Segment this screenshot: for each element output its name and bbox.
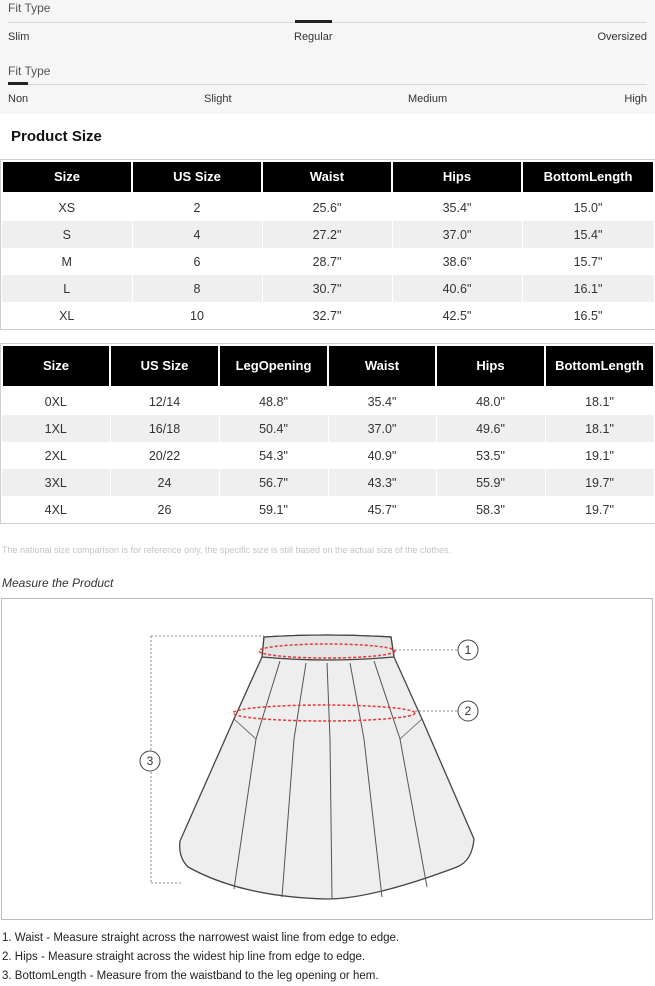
table-cell: 18.1" (545, 415, 654, 442)
fit-option-medium: Medium (408, 93, 448, 105)
table-cell: 19.1" (545, 442, 654, 469)
table-cell: 0XL (2, 387, 110, 415)
table-cell: 38.6" (392, 248, 522, 275)
fit-option-non: Non (8, 93, 29, 105)
table-cell: 30.7" (262, 275, 392, 302)
table-cell: S (2, 221, 132, 248)
table-row (2, 275, 654, 302)
table-cell: 25.6" (262, 193, 392, 221)
table-cell: 3XL (2, 469, 110, 496)
table-cell: 12/14 (110, 387, 219, 415)
table-cell: 2 (132, 193, 262, 221)
table-cell: 37.0" (328, 415, 436, 442)
fit-type-marker (8, 82, 28, 85)
column-header: US Size (132, 161, 262, 193)
table-cell: L (2, 275, 132, 302)
column-header: Waist (262, 161, 392, 193)
size-disclaimer: The national size comparison is for reference only, the specific size is still based on the actual size of the clothes. (2, 545, 452, 555)
table-cell: 2XL (2, 442, 110, 469)
column-header: Hips (392, 161, 522, 193)
table-row (2, 415, 654, 442)
table-cell: 20/22 (110, 442, 219, 469)
fit-option-slim: Slim (8, 31, 30, 43)
table-row (2, 221, 654, 248)
table-cell: 43.3" (328, 469, 436, 496)
table-cell: 4 (132, 221, 262, 248)
table-cell: 35.4" (392, 193, 522, 221)
table-cell: 35.4" (328, 387, 436, 415)
marker-2-label: 2 (464, 704, 472, 718)
fit-type-stretch (0, 62, 655, 114)
table-cell: 26 (110, 496, 219, 523)
table-row (2, 387, 654, 415)
table-cell: XL (2, 302, 132, 329)
table-row (2, 469, 654, 496)
measure-instruction-length: 3. BottomLength - Measure from the waistband to the leg opening or hem. (2, 970, 379, 982)
table-cell: 48.8" (219, 387, 328, 415)
table-cell: 40.6" (392, 275, 522, 302)
table-cell: 10 (132, 302, 262, 329)
fit-type-label: Fit Type (8, 1, 51, 15)
fit-type-track (8, 84, 647, 85)
table-cell: XS (2, 193, 132, 221)
table-cell: 4XL (2, 496, 110, 523)
table-cell: 42.5" (392, 302, 522, 329)
measure-instruction-waist: 1. Waist - Measure straight across the narrowest waist line from edge to edge. (2, 932, 400, 944)
table-cell: 32.7" (262, 302, 392, 329)
table-cell: 16.1" (522, 275, 654, 302)
skirt-illustration (2, 599, 652, 919)
table-cell: 40.9" (328, 442, 436, 469)
table-cell: 58.3" (436, 496, 545, 523)
table-row (2, 496, 654, 523)
size-table-standard (1, 160, 655, 329)
fit-option-regular: Regular (294, 31, 333, 43)
column-header: Size (2, 161, 132, 193)
marker-1-label: 1 (464, 643, 472, 657)
table-cell: 6 (132, 248, 262, 275)
marker-3-label: 3 (146, 754, 154, 768)
table-cell: 55.9" (436, 469, 545, 496)
table-cell: 59.1" (219, 496, 328, 523)
table-cell: 27.2" (262, 221, 392, 248)
fit-type-marker (295, 20, 332, 23)
table-header-row (2, 345, 654, 387)
table-cell: M (2, 248, 132, 275)
fit-type-label: Fit Type (8, 64, 51, 78)
measure-diagram (1, 598, 653, 920)
fit-option-high: High (624, 93, 647, 105)
measure-title: Measure the Product (2, 576, 114, 590)
table-cell: 18.1" (545, 387, 654, 415)
table-cell: 19.7" (545, 469, 654, 496)
table-cell: 16.5" (522, 302, 654, 329)
table-cell: 45.7" (328, 496, 436, 523)
table-cell: 54.3" (219, 442, 328, 469)
table-row (2, 193, 654, 221)
column-header: Size (2, 345, 110, 387)
table-cell: 8 (132, 275, 262, 302)
column-header: Hips (436, 345, 545, 387)
fit-type-slim-regular (0, 0, 655, 62)
column-header: Waist (328, 345, 436, 387)
table-cell: 19.7" (545, 496, 654, 523)
table-cell: 49.6" (436, 415, 545, 442)
table-cell: 16/18 (110, 415, 219, 442)
table-cell: 28.7" (262, 248, 392, 275)
table-header-row (2, 161, 654, 193)
table-cell: 15.4" (522, 221, 654, 248)
column-header: BottomLength (522, 161, 654, 193)
column-header: LegOpening (219, 345, 328, 387)
column-header: US Size (110, 345, 219, 387)
table-cell: 15.7" (522, 248, 654, 275)
fit-option-oversized: Oversized (597, 31, 647, 43)
table-cell: 53.5" (436, 442, 545, 469)
table-row (2, 302, 654, 329)
measure-instruction-hips: 2. Hips - Measure straight across the widest hip line from edge to edge. (2, 951, 366, 963)
column-header: BottomLength (545, 345, 654, 387)
table-cell: 48.0" (436, 387, 545, 415)
table-row (2, 248, 654, 275)
table-cell: 50.4" (219, 415, 328, 442)
table-cell: 24 (110, 469, 219, 496)
table-cell: 56.7" (219, 469, 328, 496)
product-size-title: Product Size (11, 128, 102, 145)
table-cell: 37.0" (392, 221, 522, 248)
fit-option-slight: Slight (204, 93, 232, 105)
table-cell: 1XL (2, 415, 110, 442)
table-cell: 15.0" (522, 193, 654, 221)
table-row (2, 442, 654, 469)
size-table-plus (1, 344, 655, 523)
